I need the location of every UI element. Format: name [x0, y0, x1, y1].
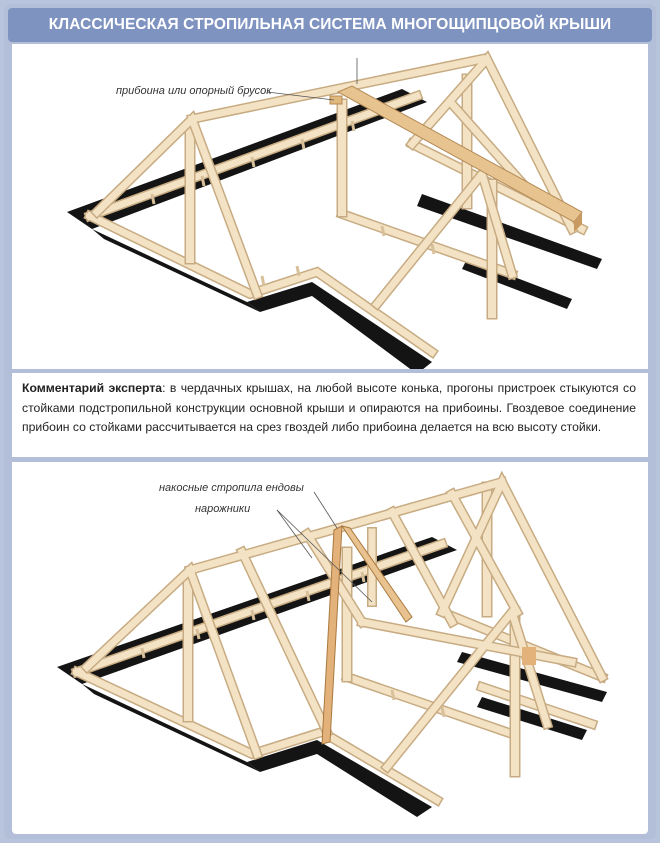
page-title: КЛАССИЧЕСКАЯ СТРОПИЛЬНАЯ СИСТЕМА МНОГОЩИПЦОВОЙ КРЫШИ — [48, 16, 612, 33]
top-roof-diagram — [12, 44, 648, 369]
label-jack-rafters: нарожники — [195, 503, 251, 515]
label-support-bar: прибоина или опорный брусок — [116, 85, 272, 97]
bottom-roof-diagram — [12, 462, 648, 834]
comment-lead: Комментарий эксперта — [22, 381, 163, 395]
comment-text: : в чердачных крышах, на любой высоте конька, прогоны пристроек стыкуются со стойками подстропильной конструкции основной крыши и опираются на прибоины. Гвоздевое соединение прибоин со стойками рассчитывается на срез гвоздей либо прибоина делается на всю высоту стойки. — [22, 381, 636, 434]
bottom-diagram-panel — [12, 462, 648, 834]
top-diagram-panel — [12, 44, 648, 369]
label-valley-rafters: накосные стропила ендовы — [159, 482, 304, 494]
expert-comment-panel — [12, 373, 648, 457]
expert-comment — [22, 379, 636, 438]
title-bar — [8, 8, 652, 42]
